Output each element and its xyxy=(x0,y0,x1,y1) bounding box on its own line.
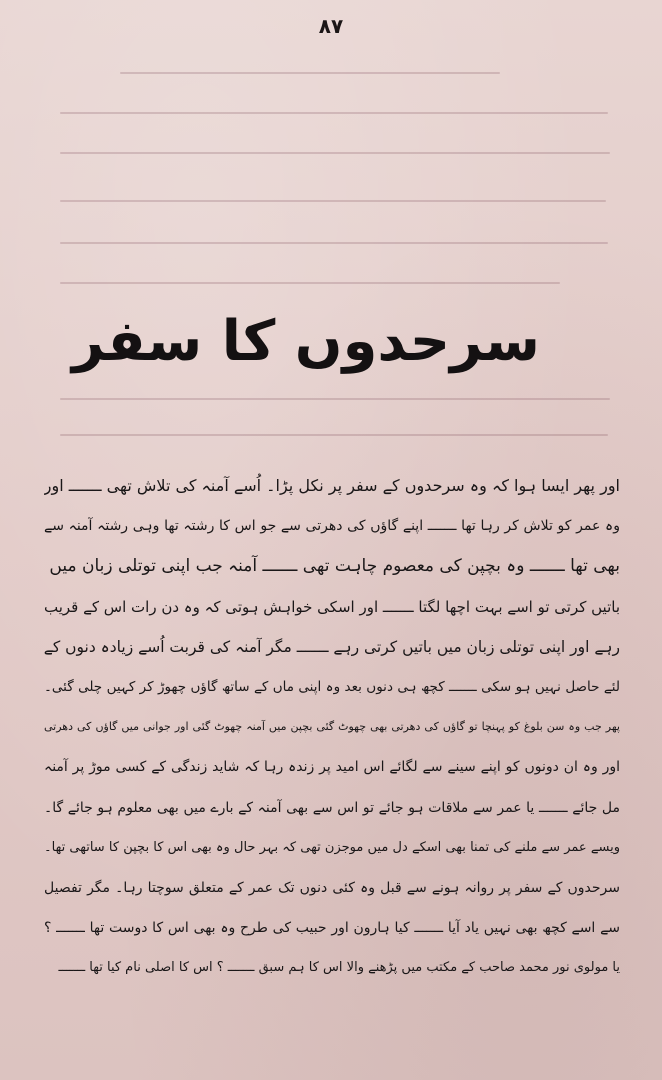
text-line: سرحدوں کے سفر پر روانہ ہونے سے قبل وہ کئی دنوں تک عمر کے متعلق سوچتا رہا۔ مگر تفصیل xyxy=(44,879,620,896)
text-line: اور پھر ایسا ہوا کہ وہ سرحدوں کے سفر پر نکل پڑا۔ اُسے آمنہ کی تلاش تھی ـــــــ اور xyxy=(44,476,620,495)
text-line: وہ عمر کو تلاش کر رہا تھا ـــــــ اپنے گاؤں کی دھرتی سے جو اس کا رشتہ تھا وہی رشتہ آمنہ سے xyxy=(44,518,620,535)
text-line: بھی تھا ـــــــ وہ بچپن کی معصوم چاہت تھی ـــــــ آمنہ جب اپنی توتلی زبان میں xyxy=(49,556,620,577)
bleed-line xyxy=(60,200,606,202)
bleed-through-text xyxy=(0,60,662,310)
body-text xyxy=(44,466,620,988)
text-line: باتیں کرتی تو اسے بہت اچھا لگتا ـــــــ اور اسکی خواہش ہوتی کہ وہ دن رات اس کے قریب xyxy=(44,597,620,616)
text-line: پھر جب وہ سن بلوغ کو پہنچا تو گاؤں کی دھرتی بھی چھوٹ گئی بچپن میں آمنہ چھوٹ گئی اور جوانی میں گاؤں کی دھرتی xyxy=(44,720,620,734)
bleed-through-text xyxy=(0,380,662,460)
chapter-title: سرحدوں کا سفر xyxy=(71,309,540,374)
bleed-line xyxy=(60,112,608,114)
text-line: ویسے عمر سے ملنے کی تمنا بھی اسکے دل میں موجزن تھی کہ بہر حال وہ بھی اس کا بچپن کا ساتھی تھا۔ xyxy=(44,839,620,855)
bleed-line xyxy=(60,398,610,400)
bleed-line xyxy=(60,434,608,436)
text-line: سے اسے کچھ بھی نہیں یاد آیا ـــــــ کیا ہارون اور حبیب کی طرح وہ بھی اس کا دوست تھا ـــــــ ؟ xyxy=(44,920,620,937)
bleed-line xyxy=(60,242,608,244)
text-line: یا مولوی نور محمد صاحب کے مکتب میں پڑھنے والا اس کا ہم سبق ـــــــ ؟ اس کا اصلی نام کیا تھا ـــــــ xyxy=(58,960,620,976)
bleed-line xyxy=(60,152,610,154)
text-line: لئے حاصل نہیں ہو سکی ـــــــ کچھ ہی دنوں بعد وہ اپنی ماں کے ساتھ گاؤں چھوڑ کر کہیں چلی گئی۔ xyxy=(44,678,620,695)
bleed-line xyxy=(120,72,500,74)
text-line: رہے اور اپنی توتلی زبان میں باتیں کرتی رہے ـــــــ مگر آمنہ کی قربت اُسے زیادہ دنوں کے xyxy=(44,637,620,656)
page-number: ۸۷ xyxy=(318,14,344,38)
text-line: مل جائے ـــــــ یا عمر سے ملاقات ہو جائے تو اس سے بھی آمنہ کے بارے میں بھی معلوم ہو جائے گا۔ xyxy=(44,799,620,816)
text-line: اور وہ ان دونوں کو اپنے سینے سے لگائے اس امید پر زندہ رہا کہ شاید زندگی کے کسی موڑ پر آمنہ xyxy=(44,759,620,776)
bleed-line xyxy=(60,282,560,284)
